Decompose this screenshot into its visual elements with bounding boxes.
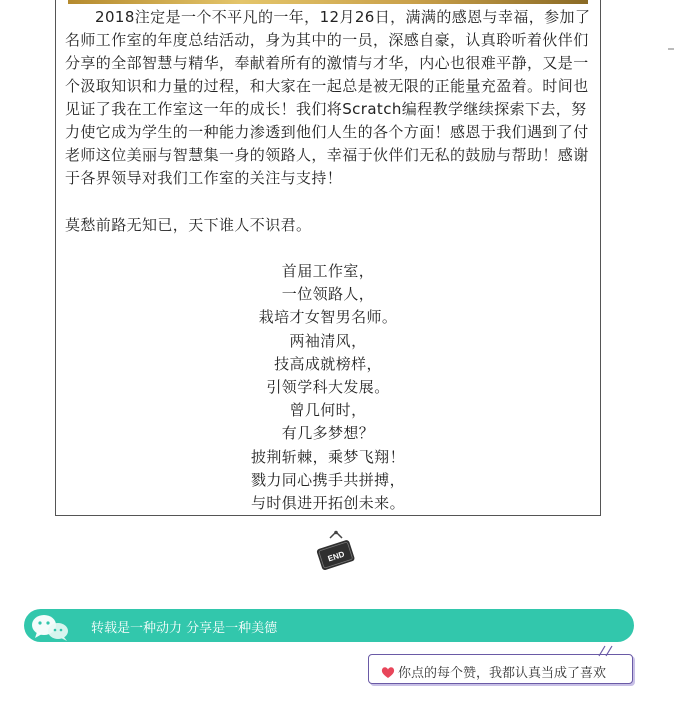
poem-line: 两袖清风， [289,331,367,350]
like-message-text: 你点的每个赞，我都认真当成了喜欢 [398,666,607,681]
share-banner-text: 转载是一种动力 分享是一种美德 [91,621,278,636]
end-sign-label: END [326,549,346,564]
poem-line: 一位领路人， [281,285,375,304]
poem-line: 栽培才女智男名师。 [258,308,398,327]
article-paragraph: 2018注定是一个不平凡的一年，12月26日，满满的感恩与幸福，参加了名师工作室的年度总结活动，身为其中的一员，深感自豪，认真聆听着伙伴们分享的全部智慧与精华，奉献着所有的激情与才华，内心也很难平静，又是一个汲取知识和力量的过程，和大家在一起总是被无限的正能量充盈着。时间也见证了我在工作室这一年的成长！我们将Scratch编程教学继续探索下去，努力使它成为学生的一种能力渗透到他们人生的各个方面！感恩于我们遇到了付老师这位美丽与智慧集一身的领路人，幸福于伙伴们无私的鼓励与帮助！感谢于各界领导对我们工作室的关注与支持！ [65,8,591,187]
end-sign-icon [314,530,358,574]
poem-line: 披荆斩棘，乘梦飞翔！ [250,447,405,466]
deco-lines-icon [597,644,617,658]
poem-line: 与时俱进开拓创未来。 [250,493,405,512]
article-closing-line: 莫愁前路无知已，天下谁人不识君。 [65,216,312,234]
poem-line: 引领学科大发展。 [266,377,390,396]
poem-line: 首届工作室， [281,262,375,280]
wechat-icon [30,613,76,641]
heart-icon [381,666,395,679]
poem [55,260,601,515]
poem-line: 技高成就榜样， [274,354,382,373]
poem-line: 曾几何时， [289,401,367,420]
side-divider [668,48,674,50]
poem-line: 戮力同心携手共拼搏， [250,470,405,489]
poem-line: 有几多梦想？ [281,424,375,443]
